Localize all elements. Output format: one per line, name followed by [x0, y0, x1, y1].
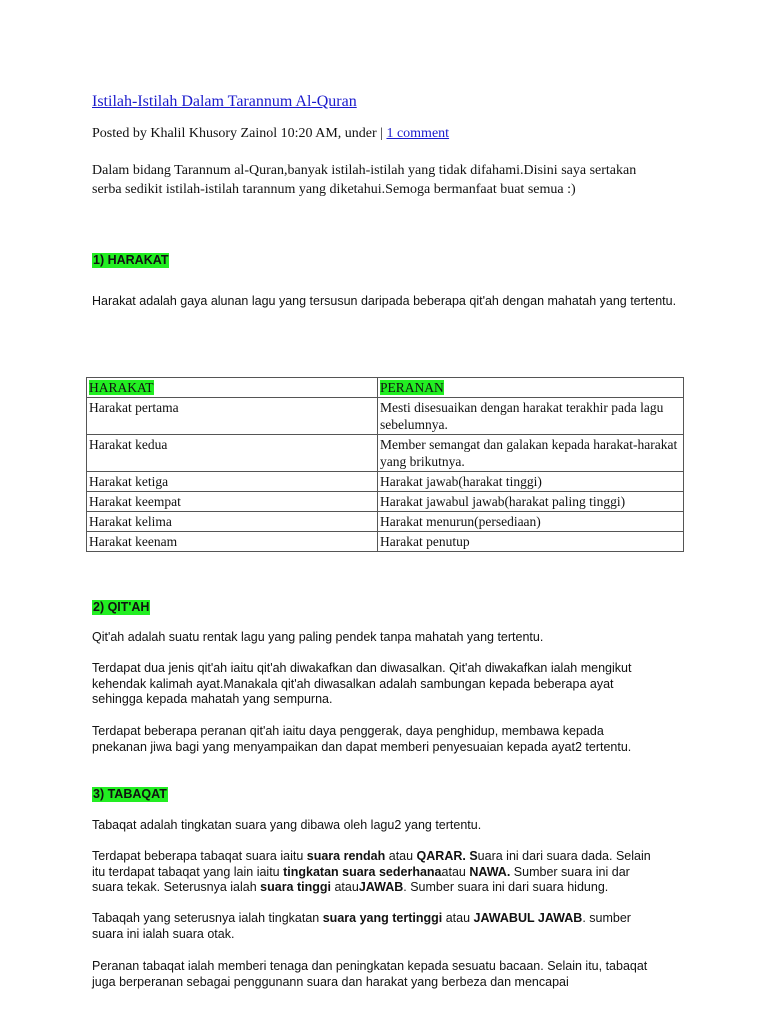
tabaqat-paragraph-3: [92, 911, 652, 942]
table-cell: Harakat menurun(persediaan): [378, 512, 684, 532]
table-row: [87, 492, 684, 512]
text-run: Sumber suara ini dar suara tekak. Seterusnya ialah: [92, 864, 630, 894]
table-cell: Mesti disesuaikan dengan harakat terakhir pada lagu sebelumnya.: [378, 398, 684, 435]
tabaqat-paragraph-1: Tabaqat adalah tingkatan suara yang dibawa oleh lagu2 yang tertentu.: [92, 818, 482, 832]
text-run: atau: [385, 849, 417, 863]
table-cell: Harakat keenam: [87, 532, 378, 552]
text-run: uara ini dari suara dada. Selain itu terdapat tabaqat yang lain iaitu: [92, 849, 651, 879]
text-run: atau: [331, 880, 359, 894]
table-cell: Harakat penutup: [378, 532, 684, 552]
text-run: atau: [441, 864, 470, 879]
section-heading-tabaqat: 3) TABAQAT: [93, 787, 167, 801]
table-header-row: [87, 378, 684, 398]
tabaqat-paragraph-2: [92, 849, 664, 896]
qitah-paragraph-3: Terdapat beberapa peranan qit'ah iaitu daya penggerak, daya penghidup, membawa kepada pnekanan jiwa bagi yang menyampaikan dan dapat memberi penyesuaian kepada ayat2 tertentu.: [92, 724, 632, 754]
text-run: Tabaqah yang seterusnya ialah tingkatan: [92, 911, 323, 925]
table-cell: Harakat keempat: [87, 492, 378, 512]
table-row: [87, 398, 684, 435]
table-row: [87, 532, 684, 552]
table-header-harakat: HARAKAT: [89, 380, 154, 395]
table-header-peranan: PERANAN: [380, 380, 444, 395]
post-byline: [92, 126, 449, 142]
table-row: [87, 472, 684, 492]
text-run: Terdapat beberapa tabaqat suara iaitu: [92, 849, 307, 863]
table-cell: Harakat kelima: [87, 512, 378, 532]
qitah-paragraph-1: Qit'ah adalah suatu rentak lagu yang paling pendek tanpa mahatah yang tertentu.: [92, 630, 544, 644]
post-intro: Dalam bidang Tarannum al-Quran,banyak istilah-istilah yang tidak difahami.Disini saya sertakan serba sedikit istilah-istilah tarannum yang diketahui.Semoga bermanfaat buat semua :): [92, 163, 637, 197]
table-cell: Harakat pertama: [87, 398, 378, 435]
table-row: [87, 435, 684, 472]
bold-term: QARAR. S: [416, 849, 478, 863]
text-run: atau: [442, 911, 474, 925]
harakat-table: [86, 377, 684, 552]
post-title-link[interactable]: Istilah-Istilah Dalam Tarannum Al-Quran: [92, 93, 357, 110]
bold-term: tingkatan suara sederhana: [283, 864, 442, 879]
tabaqat-paragraph-4: Peranan tabaqat ialah memberi tenaga dan peningkatan kepada sesuatu bacaan. Selain itu, tabaqat juga berperanan sebagai penggunann suara dan harakat yang berbeza dan mencapai: [92, 959, 648, 989]
comment-link[interactable]: 1 comment: [386, 126, 450, 141]
table-cell: Member semangat dan galakan kepada harakat-harakat yang brikutnya.: [378, 435, 684, 472]
table-cell: Harakat kedua: [87, 435, 378, 472]
table-cell: Harakat ketiga: [87, 472, 378, 492]
bold-term: JAWABUL JAWAB: [473, 911, 583, 925]
bold-term: JAWAB: [358, 880, 404, 894]
table-cell: Harakat jawabul jawab(harakat paling tinggi): [378, 492, 684, 512]
bold-term: NAWA.: [469, 864, 511, 879]
bold-term: suara yang tertinggi: [322, 911, 443, 925]
table-row: [87, 512, 684, 532]
harakat-description: Harakat adalah gaya alunan lagu yang tersusun daripada beberapa qit'ah dengan mahatah yang tertentu.: [92, 294, 677, 308]
qitah-paragraph-2: Terdapat dua jenis qit'ah iaitu qit'ah diwakafkan dan diwasalkan. Qit'ah diwakafkan ialah mengikut kehendak kalimah ayat.Manakala qit'ah diwasalkan adalah sambungan kepada beberapa ayat sehingga kepada mahatah yang sempurna.: [92, 661, 632, 706]
text-run: . Sumber suara ini dari suara hidung.: [403, 880, 609, 894]
section-heading-qitah: 2) QIT'AH: [93, 600, 150, 614]
table-cell: Harakat jawab(harakat tinggi): [378, 472, 684, 492]
byline-text: Posted by Khalil Khusory Zainol 10:20 AM, under |: [92, 126, 387, 141]
text-run: . sumber suara ini ialah suara otak.: [92, 911, 631, 941]
section-heading-harakat: 1) HARAKAT: [93, 253, 169, 267]
bold-term: suara rendah: [306, 849, 386, 863]
bold-term: suara tinggi: [260, 880, 331, 894]
